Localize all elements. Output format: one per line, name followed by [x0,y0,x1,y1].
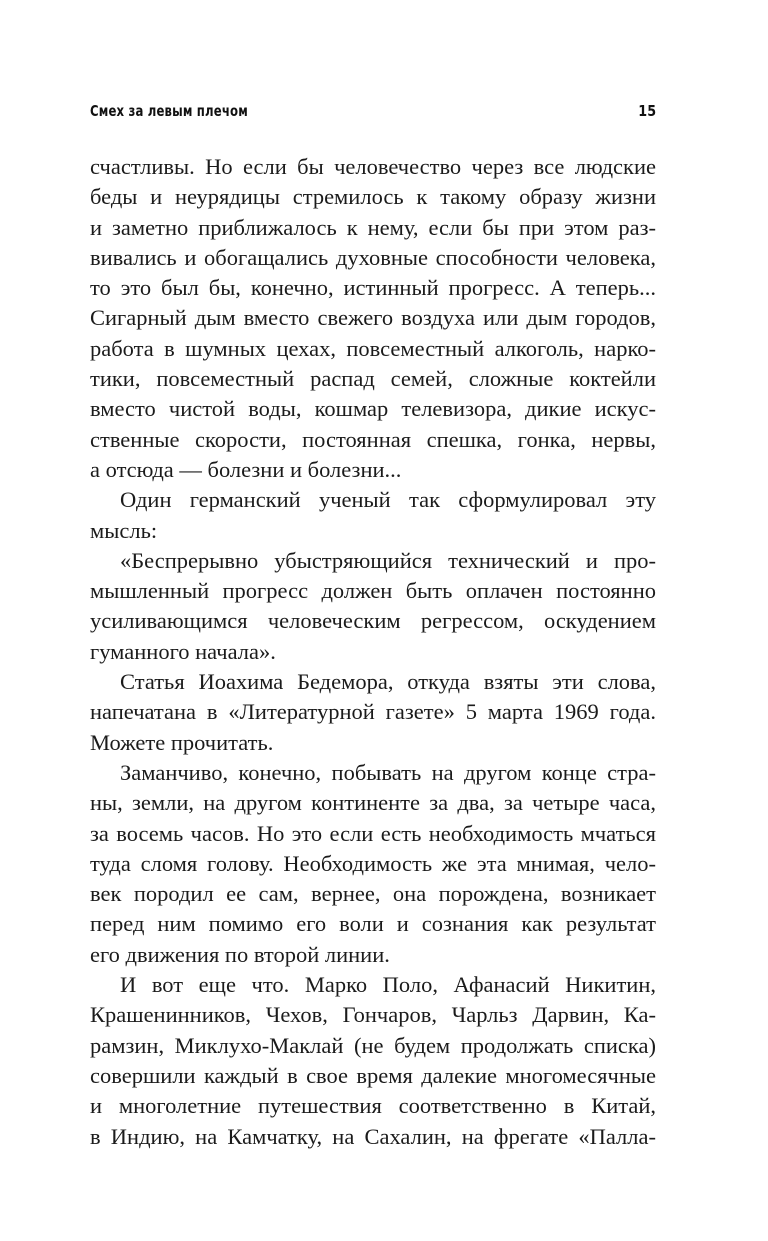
text-line: беды и неурядицы стремилось к такому образу жизни [90,184,656,210]
text-line: совершили каждый в свое время далекие многомесячные [90,1062,656,1088]
text-line: его движения по второй линии. [90,941,390,967]
text-line: напечатана в «Литературной газете» 5 марта 1969 года. [90,699,656,725]
text-line: то это был бы, конечно, истинный прогресс. А теперь... [90,275,656,301]
text-line: И вот еще что. Марко Поло, Афанасий Никитин, [120,972,656,998]
text-line: Можете прочитать. [90,729,274,755]
text-line: вместо чистой воды, кошмар телевизора, дикие искус- [90,396,656,422]
text-line: а отсюда — болезни и болезни... [90,456,402,482]
text-line: тики, повсеместный распад семей, сложные коктейли [90,366,656,392]
text-line: в Индию, на Камчатку, на Сахалин, на фрегате «Палла- [90,1123,656,1149]
text-line: ственные скорости, постоянная спешка, гонка, нервы, [90,426,656,452]
text-line: и многолетние путешествия соответственно в Китай, [90,1093,656,1119]
running-header [90,102,656,126]
text-line: мысль: [90,517,158,543]
text-line: работа в шумных цехах, повсеместный алкоголь, нарко- [90,335,656,361]
text-line: ны, земли, на другом континенте за два, за четыре часа, [90,790,656,816]
text-line: туда сломя голову. Необходимость же эта мнимая, чело- [90,850,656,876]
text-line: и заметно приближалось к нему, если бы при этом раз- [90,214,656,240]
text-line: рамзин, Миклухо-Маклай (не будем продолжать списка) [90,1032,656,1058]
body-text [90,152,656,1152]
page-number: 15 [637,102,656,120]
text-line: вивались и обогащались духовные способности человека, [90,244,656,270]
text-line: гуманного начала». [90,638,276,664]
text-line: Один германский ученый так сформулировал эту [120,487,656,513]
text-line: век породил ее сам, вернее, она порождена, возникает [90,881,656,907]
text-line: «Беспрерывно убыстряющийся технический и про- [120,547,656,573]
text-line: Крашенинников, Чехов, Гончаров, Чарльз Дарвин, Ка- [90,1002,656,1028]
text-line: Статья Иоахима Бедемора, откуда взяты эти слова, [120,669,656,695]
text-line: усиливающимся человеческим регрессом, оскудением [90,608,656,634]
running-title: Смех за левым плечом [90,102,248,120]
text-line: счастливы. Но если бы человечество через все людские [90,154,656,179]
text-line: мышленный прогресс должен быть оплачен постоянно [90,578,656,604]
text-line: перед ним помимо его воли и сознания как результат [90,911,656,937]
text-line: Заманчиво, конечно, побывать на другом конце стра- [120,759,656,785]
text-line: Сигарный дым вместо свежего воздуха или дым городов, [90,305,656,331]
text-line: за восемь часов. Но это если есть необходимость мчаться [90,820,656,846]
